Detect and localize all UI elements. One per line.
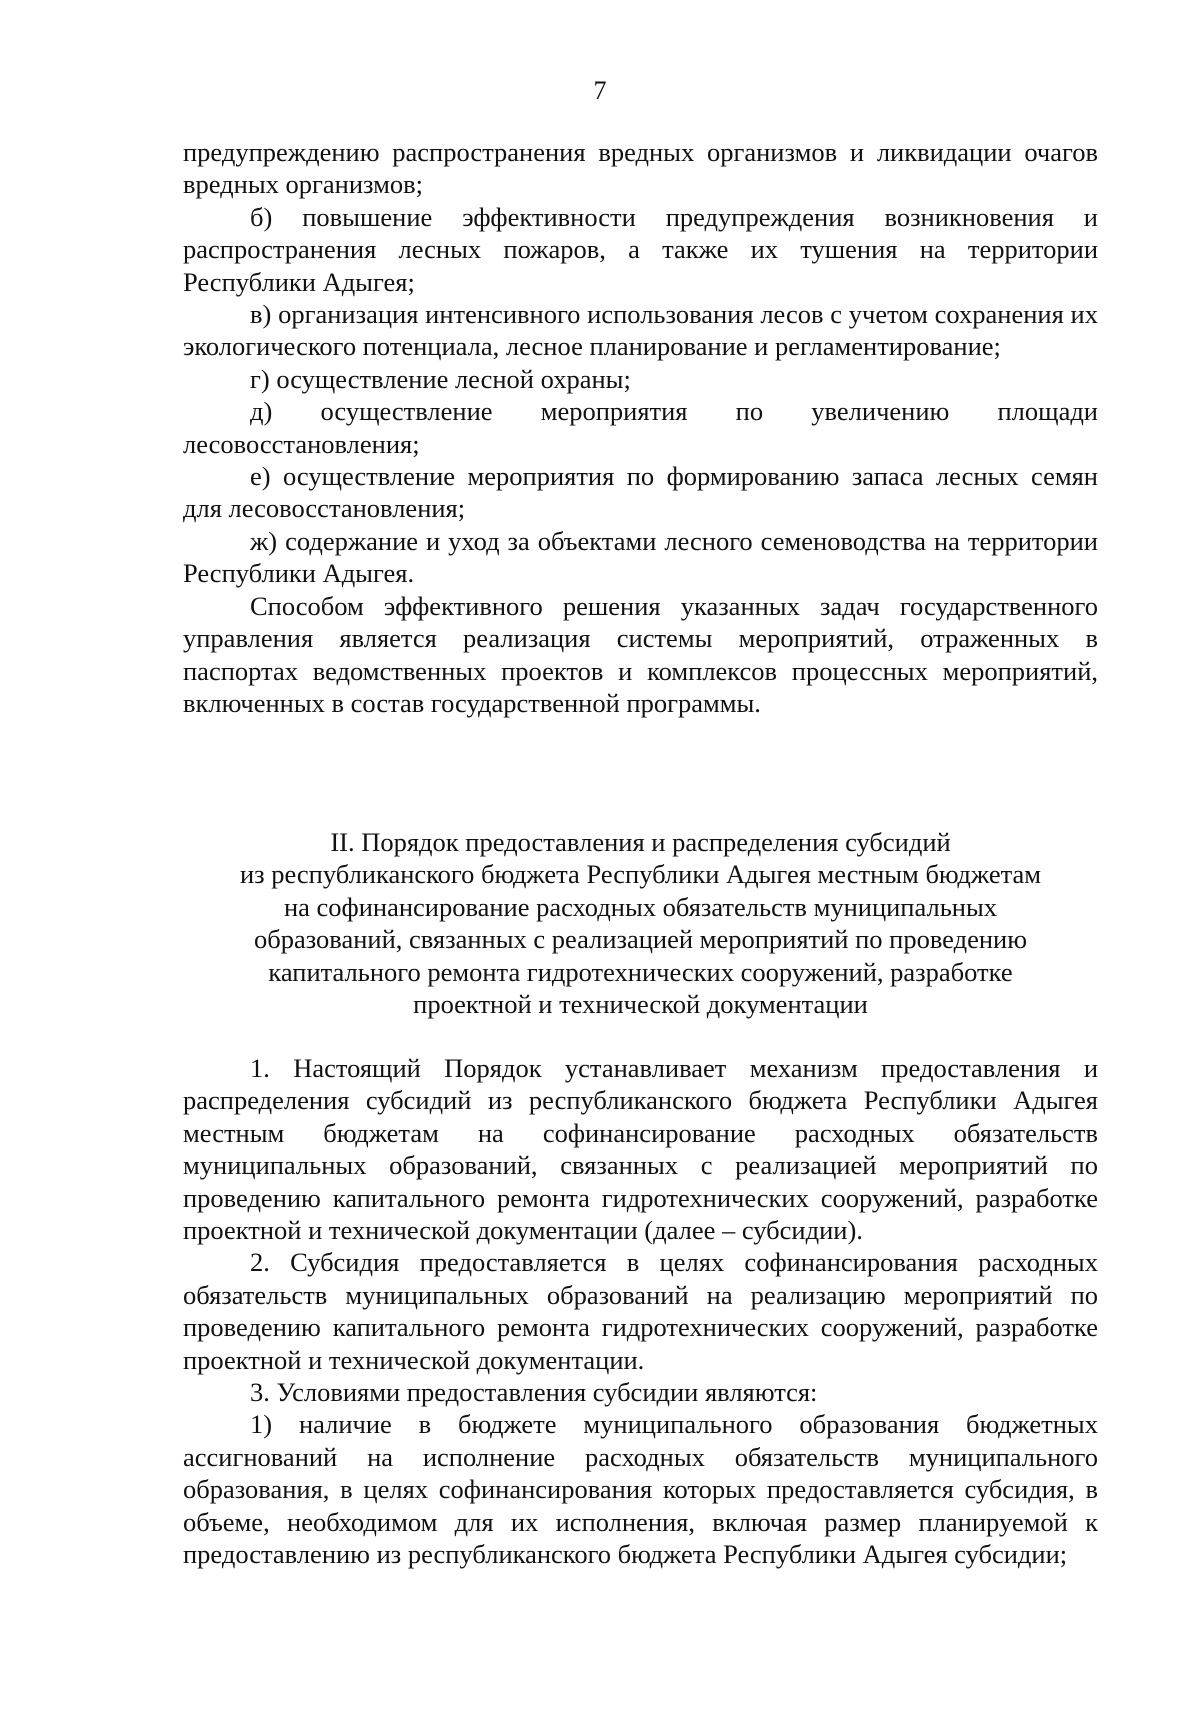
lower-text-block [183, 1052, 1098, 1571]
paragraph: г) осуществление лесной охраны; [250, 363, 631, 394]
section-heading [183, 826, 1098, 1020]
paragraph: Способом эффективного решения указанных задач государственного управления является реализация системы мероприятий, отраженных в паспортах ведомственных проектов и комплексов процессных мероприятий, включенных в состав государственной программы. [183, 590, 1098, 718]
paragraph: ж) содержание и уход за объектами лесного семеноводства на территории Республики Адыгея. [183, 525, 1098, 589]
paragraph: д) осуществление мероприятия по увеличению площади лесовосстановления; [183, 396, 1098, 459]
paragraph: 1. Настоящий Порядок устанавливает механизм предоставления и распределения субсидий из республиканского бюджета Республики Адыгея местным бюджетам на софинансирование расходных обязательств муниципальных образований, связанных с реализацией мероприятий по проведению капитального ремонта гидротехнических сооружений, разработке проектной и технической документации (далее – субсидии). [183, 1053, 1098, 1246]
paragraph: 2. Субсидия предоставляется в целях софинансирования расходных обязательств муниципальных образований на реализацию мероприятий по проведению капитального ремонта гидротехнических сооружений, разработке проектной и технической документации. [183, 1247, 1098, 1375]
heading-line: проектной и технической документации [413, 989, 868, 1020]
paragraph: 1) наличие в бюджете муниципального образования бюджетных ассигнований на исполнение расходных обязательств муниципального образования, в целях софинансирования которых предоставляется субсидия, в объеме, необходимом для их исполнения, включая размер планируемой к предоставлению из республиканского бюджета Республики Адыгея субсидии; [183, 1409, 1098, 1570]
heading-line: капитального ремонта гидротехнических сооружений, разработке [268, 956, 1013, 987]
paragraph: в) организация интенсивного использования лесов с учетом сохранения их экологического потенциала, лесное планирование и регламентирование; [183, 299, 1098, 362]
paragraph: 3. Условиями предоставления субсидии являются: [250, 1377, 818, 1408]
paragraph: б) повышение эффективности предупреждения возникновения и распространения лесных пожаров, а также их тушения на территории Республики Адыгея; [183, 201, 1098, 297]
page-number: 7 [593, 76, 607, 105]
paragraph: е) осуществление мероприятия по формированию запаса лесных семян для лесовосстановления; [183, 461, 1098, 524]
heading-line: II. Порядок предоставления и распределения субсидий [330, 827, 951, 857]
heading-line: из республиканского бюджета Республики Адыгея местным бюджетам [239, 859, 1042, 890]
heading-line: образований, связанных с реализацией мероприятий по проведению [253, 924, 1028, 955]
heading-line: на софинансирование расходных обязательств муниципальных [283, 891, 998, 922]
paragraph: предупреждению распространения вредных организмов и ликвидации очагов вредных организмов; [183, 137, 1098, 200]
upper-text-block [183, 136, 1098, 719]
